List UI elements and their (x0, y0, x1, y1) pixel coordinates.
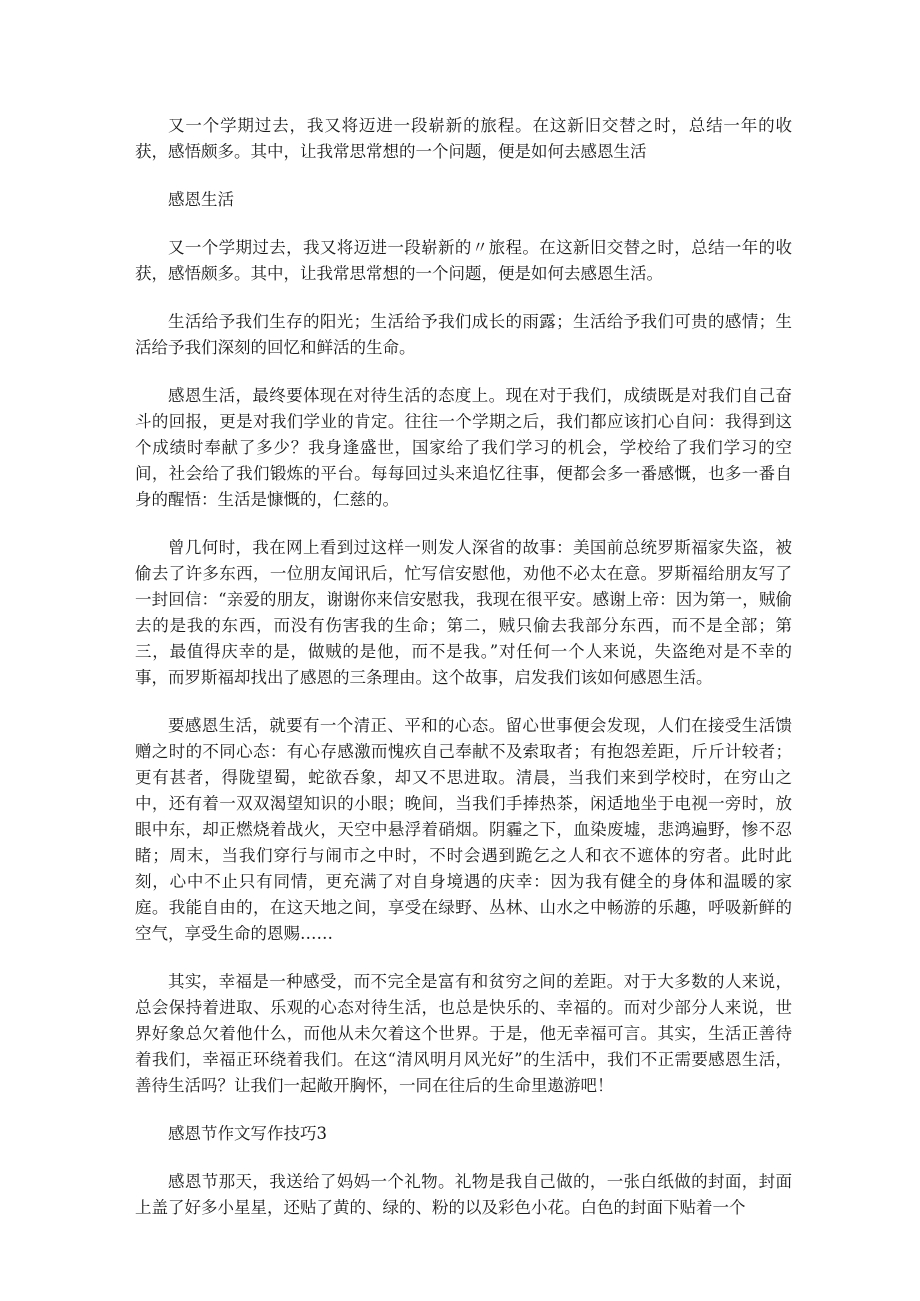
paragraph: 生活给予我们生存的阳光；生活给予我们成长的雨露；生活给予我们可贵的感情；生活给予我们深刻的回忆和鲜活的生命。 (135, 312, 792, 357)
paragraph-roosevelt-story: 曾几何时，我在网上看到过这样一则发人深省的故事：美国前总统罗斯福家失盗，被偷去了许多东西，一位朋友闻讯后，忙写信安慰他，劝他不必太在意。罗斯福给朋友写了一封回信：“亲爱的朋友，谢谢你来信安慰我，我现在很平安。感谢上帝：因为第一，贼偷去的是我的东西，而没有伤害我的生命；第二，贼只偷去我部分东西，而不是全部；第三，最值得庆幸的是，做贼的是他，而不是我。”对任何一个人来说，失盗绝对是不幸的事，而罗斯福却找出了感恩的三条理由。这个故事，启发我们该如何感恩生活。 (135, 538, 792, 687)
paragraph: 感恩生活，最终要体现在对待生活的态度上。现在对于我们，成绩既是对我们自己奋斗的回报，更是对我们学业的肯定。往往一个学期之后，我们都应该扪心自问：我得到这个成绩时奉献了多少？我身逢盛世，国家给了我们学习的机会，学校给了我们学习的空间，社会给了我们锻炼的平台。每每回过头来追忆往事，便都会多一番感慨，也多一番自身的醒悟：生活是慷慨的，仁慈的。 (135, 386, 792, 509)
paragraph-intro: 又一个学期过去，我又将迈进一段崭新的旅程。在这新旧交替之时，总结一年的收获，感悟颇多。其中，让我常思常想的一个问题，便是如何去感恩生活 (135, 116, 792, 161)
paragraph: 要感恩生活，就要有一个清正、平和的心态。留心世事便会发现，人们在接受生活馈赠之时的不同心态：有心存感激而愧疚自己奉献不及索取者；有抱怨差距，斤斤计较者；更有甚者，得陇望蜀，蛇欲吞象，却又不思进取。清晨，当我们来到学校时，在穷山之中，还有着一双双渴望知识的小眼；晚间，当我们手捧热茶，闲适地坐于电视一旁时，放眼中东，却正燃烧着战火，天空中悬浮着硝烟。阴霾之下，血染废墟，悲鸿遍野，惨不忍睹；周末，当我们穿行与闹市之中时，不时会遇到跪乞之人和衣不遮体的穷者。此时此刻，心中不止只有同情，更充满了对自身境遇的庆幸：因为我有健全的身体和温暖的家庭。我能自由的，在这天地之间，享受在绿野、丛林、山水之中畅游的乐趣，呼吸新鲜的空气，享受生命的恩赐…… (135, 716, 792, 943)
paragraph-thanksgiving-gift: 感恩节那天，我送给了妈妈一个礼物。礼物是我自己做的，一张白纸做的封面，封面上盖了好多小星星，还贴了黄的、绿的、粉的以及彩色小花。白色的封面下贴着一个 (135, 1172, 792, 1217)
section-heading-gratitude-life: 感恩生活 (168, 190, 234, 209)
paragraph: 又一个学期过去，我又将迈进一段崭新的〃旅程。在这新旧交替之时，总结一年的收获，感悟颇多。其中，让我常思常想的一个问题，便是如何去感恩生活。 (135, 238, 792, 283)
paragraph: 其实，幸福是一种感受，而不完全是富有和贫穷之间的差距。对于大多数的人来说，总会保持着进取、乐观的心态对待生活，也总是快乐的、幸福的。而对少部分人来说，世界好象总欠着他什么，而他从未欠着这个世界。于是，他无幸福可言。其实，生活正善待着我们，幸福正环绕着我们。在这“清风明月风光好”的生活中，我们不正需要感恩生活，善待生活吗？让我们一起敞开胸怀，一同在往后的生命里遨游吧！ (135, 972, 792, 1095)
section-heading-writing-tips-3: 感恩节作文写作技巧3 (168, 1124, 327, 1143)
